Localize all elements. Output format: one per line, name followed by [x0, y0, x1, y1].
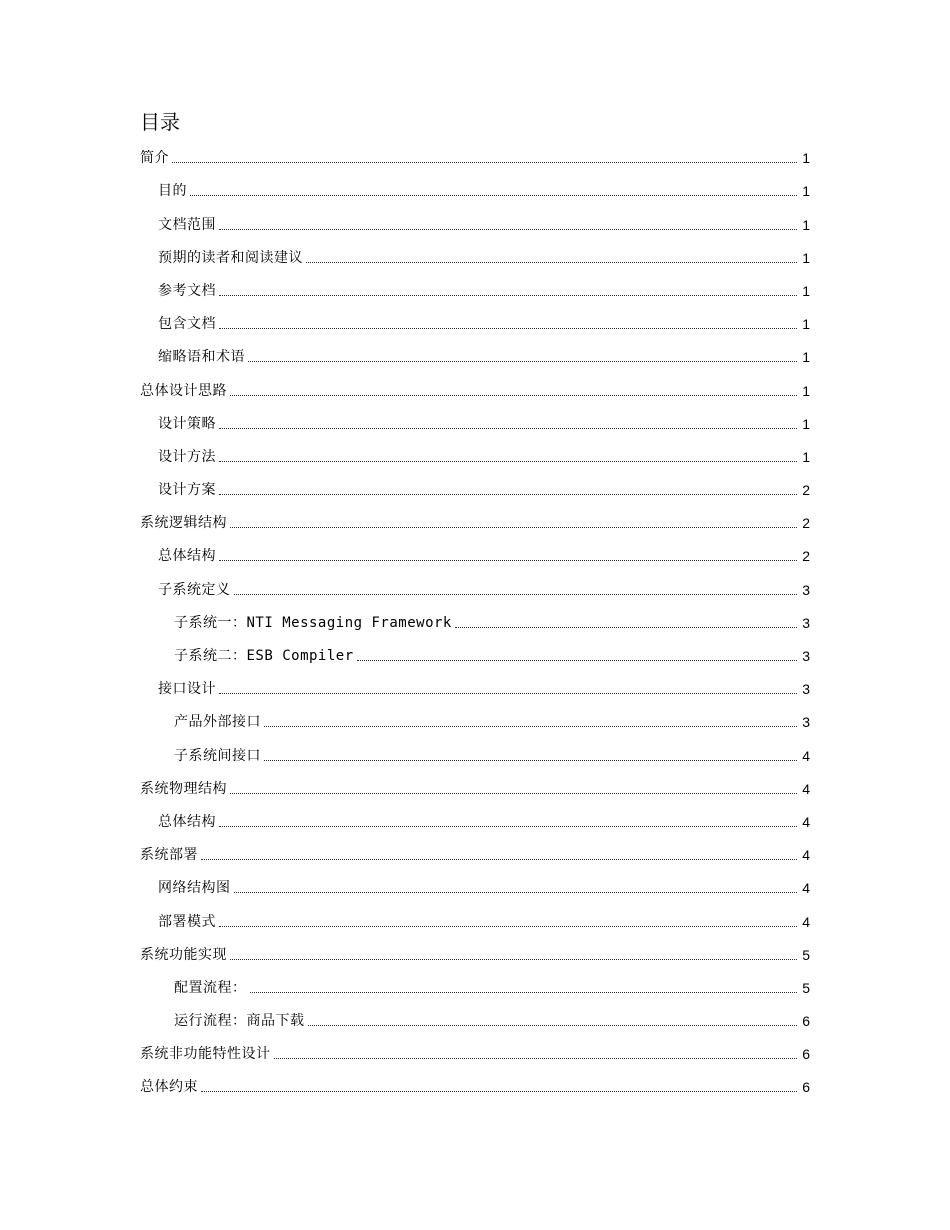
toc-title: 目录	[140, 110, 180, 134]
toc-entry[interactable]	[140, 638, 810, 671]
toc-dot-leader	[219, 560, 797, 561]
toc-page-number: 1	[802, 382, 810, 399]
toc-dot-leader	[274, 1058, 798, 1059]
toc-entry[interactable]	[140, 339, 810, 372]
toc-page-number: 2	[802, 548, 810, 565]
toc-entry-text: 总体设计思路	[140, 382, 227, 399]
toc-page-number: 4	[802, 847, 810, 864]
toc-page-number: 4	[802, 813, 810, 830]
toc-dot-leader	[219, 229, 797, 230]
toc-entry-text: 设计方案	[158, 482, 216, 499]
toc-entry[interactable]	[140, 704, 810, 737]
toc-page-number: 6	[802, 1079, 810, 1096]
toc-entry[interactable]	[140, 671, 810, 704]
toc-entry-text: 系统物理结构	[140, 780, 227, 797]
toc-page-number: 1	[802, 448, 810, 465]
toc-dot-leader	[308, 1025, 798, 1026]
toc-dot-leader	[264, 760, 797, 761]
toc-dot-leader	[234, 892, 798, 893]
toc-dot-leader	[190, 195, 797, 196]
toc-page-number: 1	[802, 150, 810, 167]
toc-entry-text: 文档范围	[158, 216, 216, 233]
toc-entry[interactable]	[140, 970, 810, 1003]
toc-page-number: 3	[802, 614, 810, 631]
toc-dot-leader	[455, 627, 797, 628]
toc-entry[interactable]	[140, 1003, 810, 1036]
toc-entry[interactable]	[140, 771, 810, 804]
toc-dot-leader	[230, 395, 797, 396]
toc-entry-text: 系统非功能特性设计	[140, 1046, 271, 1063]
toc-dot-leader	[172, 162, 797, 163]
toc-entry[interactable]	[140, 472, 810, 505]
toc-entry-text: 预期的读者和阅读建议	[158, 249, 303, 266]
toc-page-number: 5	[802, 946, 810, 963]
toc-dot-leader	[230, 959, 797, 960]
toc-entry[interactable]	[140, 505, 810, 538]
toc-page-number: 5	[802, 979, 810, 996]
toc-page-number: 6	[802, 1046, 810, 1063]
toc-dot-leader	[234, 594, 798, 595]
toc-dot-leader	[201, 1091, 797, 1092]
toc-entry-text: 总体约束	[140, 1079, 198, 1096]
toc-dot-leader	[306, 262, 797, 263]
toc-entry-text: 设计策略	[158, 415, 216, 432]
toc-entry[interactable]	[140, 372, 810, 405]
toc-dot-leader	[357, 660, 797, 661]
toc-dot-leader	[230, 793, 797, 794]
toc-page-number: 3	[802, 581, 810, 598]
toc-entry[interactable]	[140, 737, 810, 770]
toc-entry[interactable]	[140, 306, 810, 339]
toc-entry-text: 网络结构图	[158, 880, 231, 897]
toc-entry[interactable]	[140, 439, 810, 472]
toc-dot-leader	[219, 494, 797, 495]
toc-entry[interactable]	[140, 1036, 810, 1069]
toc-list	[140, 140, 810, 1102]
toc-dot-leader	[248, 361, 797, 362]
toc-dot-leader	[219, 295, 797, 296]
toc-page-number: 4	[802, 747, 810, 764]
toc-dot-leader	[201, 859, 797, 860]
toc-entry-text: 设计方法	[158, 448, 216, 465]
toc-page-number: 1	[802, 316, 810, 333]
toc-dot-leader	[230, 527, 797, 528]
toc-entry-text: 部署模式	[158, 913, 216, 930]
toc-entry[interactable]	[140, 1069, 810, 1102]
toc-entry-text: 子系统间接口	[174, 747, 261, 764]
toc-page-number: 1	[802, 415, 810, 432]
toc-entry-text: 子系统二：ESB Compiler	[174, 648, 354, 664]
toc-entry[interactable]	[140, 140, 810, 173]
toc-dot-leader	[219, 461, 797, 462]
toc-entry[interactable]	[140, 571, 810, 604]
toc-page-number: 3	[802, 681, 810, 698]
toc-page-number: 6	[802, 1013, 810, 1030]
toc-entry[interactable]	[140, 903, 810, 936]
toc-entry-text: 包含文档	[158, 316, 216, 333]
toc-entry-text: 产品外部接口	[174, 714, 261, 731]
toc-entry-text: 参考文档	[158, 282, 216, 299]
toc-page-number: 4	[802, 880, 810, 897]
toc-entry[interactable]	[140, 837, 810, 870]
toc-entry[interactable]	[140, 804, 810, 837]
toc-entry[interactable]	[140, 240, 810, 273]
toc-page-number: 1	[802, 282, 810, 299]
toc-entry-text: 总体结构	[158, 813, 216, 830]
toc-page-number: 1	[802, 183, 810, 200]
toc-entry-text: 接口设计	[158, 681, 216, 698]
toc-entry-text: 子系统定义	[158, 581, 231, 598]
toc-dot-leader	[219, 926, 797, 927]
toc-entry[interactable]	[140, 937, 810, 970]
toc-entry[interactable]	[140, 206, 810, 239]
toc-page-number: 4	[802, 913, 810, 930]
toc-entry[interactable]	[140, 870, 810, 903]
toc-page-number: 2	[802, 515, 810, 532]
toc-entry-text: 系统逻辑结构	[140, 515, 227, 532]
toc-dot-leader	[219, 693, 797, 694]
toc-dot-leader	[219, 328, 797, 329]
toc-dot-leader	[250, 992, 798, 993]
toc-page-number: 1	[802, 349, 810, 366]
toc-entry-text: 总体结构	[158, 548, 216, 565]
toc-entry-text: 系统部署	[140, 847, 198, 864]
toc-page-number: 4	[802, 780, 810, 797]
toc-page-number: 1	[802, 216, 810, 233]
toc-entry[interactable]	[140, 538, 810, 571]
toc-entry-text: 运行流程：商品下载	[174, 1013, 305, 1030]
toc-entry[interactable]	[140, 406, 810, 439]
toc-page-number: 3	[802, 648, 810, 664]
toc-dot-leader	[219, 428, 797, 429]
toc-entry-text: 简介	[140, 150, 169, 167]
toc-page-number: 1	[802, 249, 810, 266]
toc-entry-text: 配置流程：	[174, 979, 247, 996]
toc-entry-text: 目的	[158, 183, 187, 200]
toc-entry-text: 缩略语和术语	[158, 349, 245, 366]
toc-page-number: 2	[802, 482, 810, 499]
toc-entry[interactable]	[140, 173, 810, 206]
toc-page-number: 3	[802, 714, 810, 731]
toc-entry-text: 系统功能实现	[140, 946, 227, 963]
toc-entry[interactable]	[140, 273, 810, 306]
toc-dot-leader	[264, 726, 797, 727]
toc-entry[interactable]	[140, 605, 810, 638]
toc-entry-text: 子系统一：NTI Messaging Framework	[174, 614, 452, 631]
toc-dot-leader	[219, 826, 797, 827]
